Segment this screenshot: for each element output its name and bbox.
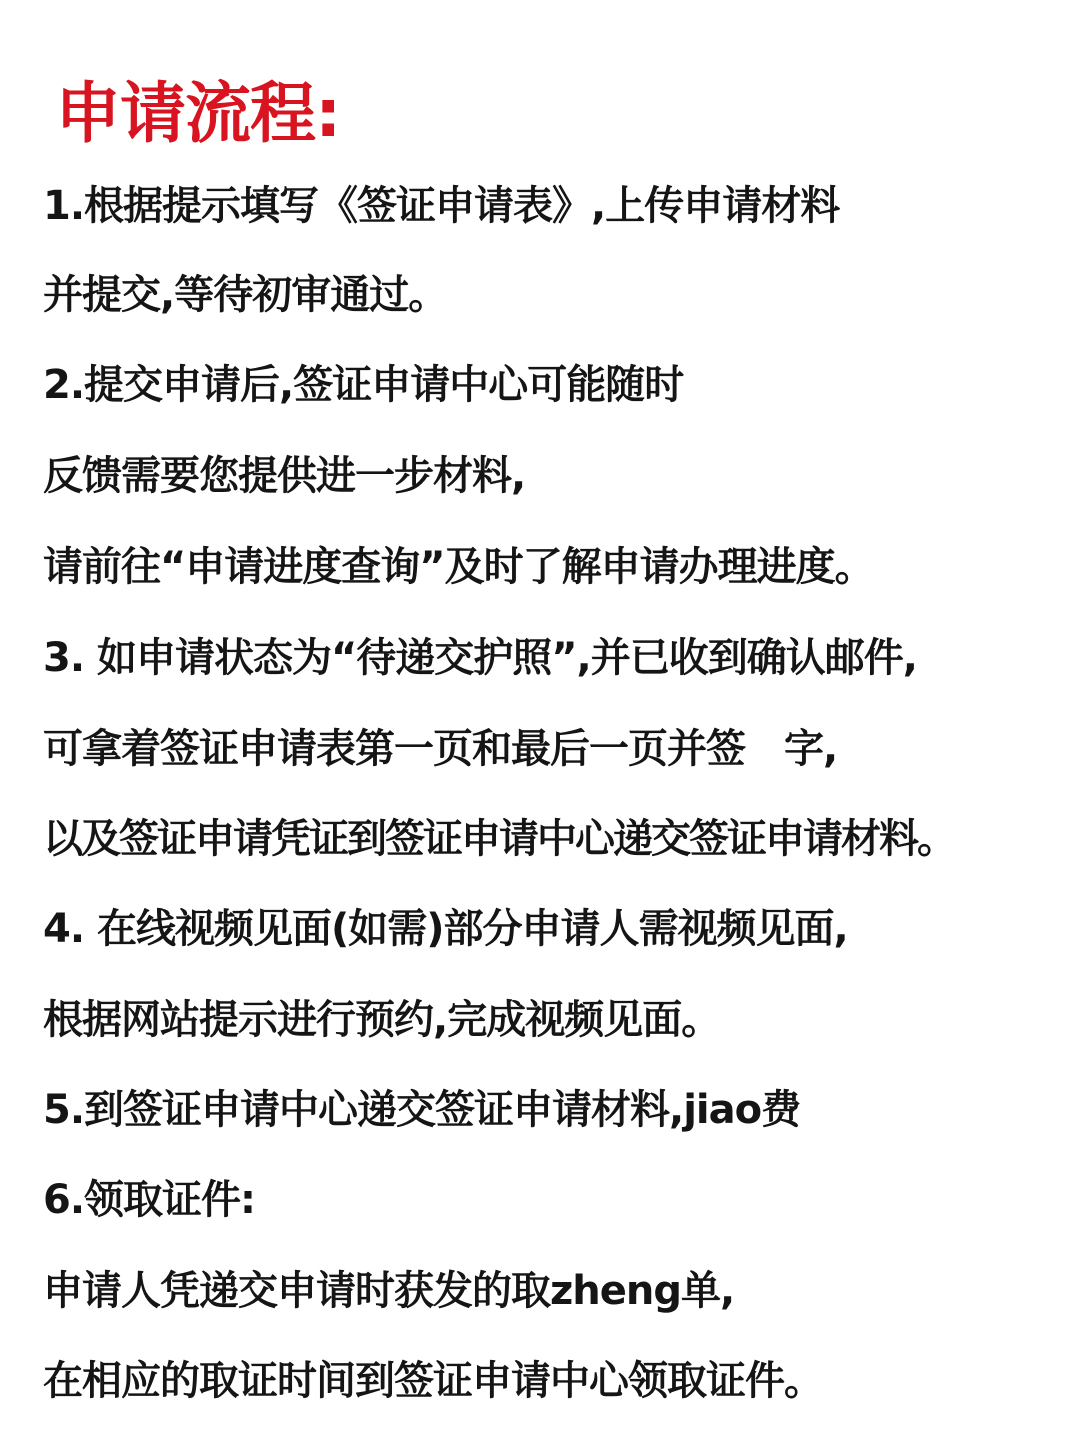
step-1-line-1: 1.根据提示填写《签证申请表》,上传申请材料: [43, 183, 840, 229]
page-title: 申请流程:: [55, 75, 341, 152]
step-3-line-3: 以及签证申请凭证到签证申请中心递交签证申请材料。: [43, 816, 955, 862]
step-4-line-1: 4. 在线视频见面(如需)部分申请人需视频见面,: [43, 906, 848, 952]
step-6-line-2: 申请人凭递交申请时获发的取zheng单,: [43, 1268, 735, 1314]
step-6-line-1: 6.领取证件:: [43, 1177, 256, 1223]
step-3-line-1: 3. 如申请状态为“待递交护照”,并已收到确认邮件,: [43, 635, 917, 681]
step-2-line-3: 请前往“申请进度查询”及时了解申请办理进度。: [43, 544, 874, 590]
step-2-line-1: 2.提交申请后,签证申请中心可能随时: [43, 362, 684, 408]
step-6-line-3: 在相应的取证时间到签证申请中心领取证件。: [43, 1358, 823, 1404]
step-2-line-2: 反馈需要您提供进一步材料,: [43, 453, 526, 499]
step-3-line-2: 可拿着签证申请表第一页和最后一页并签 字,: [43, 726, 838, 772]
step-5-line-1: 5.到签证申请中心递交签证申请材料,jiao费: [43, 1087, 801, 1133]
step-4-line-2: 根据网站提示进行预约,完成视频见面。: [43, 997, 721, 1043]
step-1-line-2: 并提交,等待初审通过。: [43, 272, 448, 318]
